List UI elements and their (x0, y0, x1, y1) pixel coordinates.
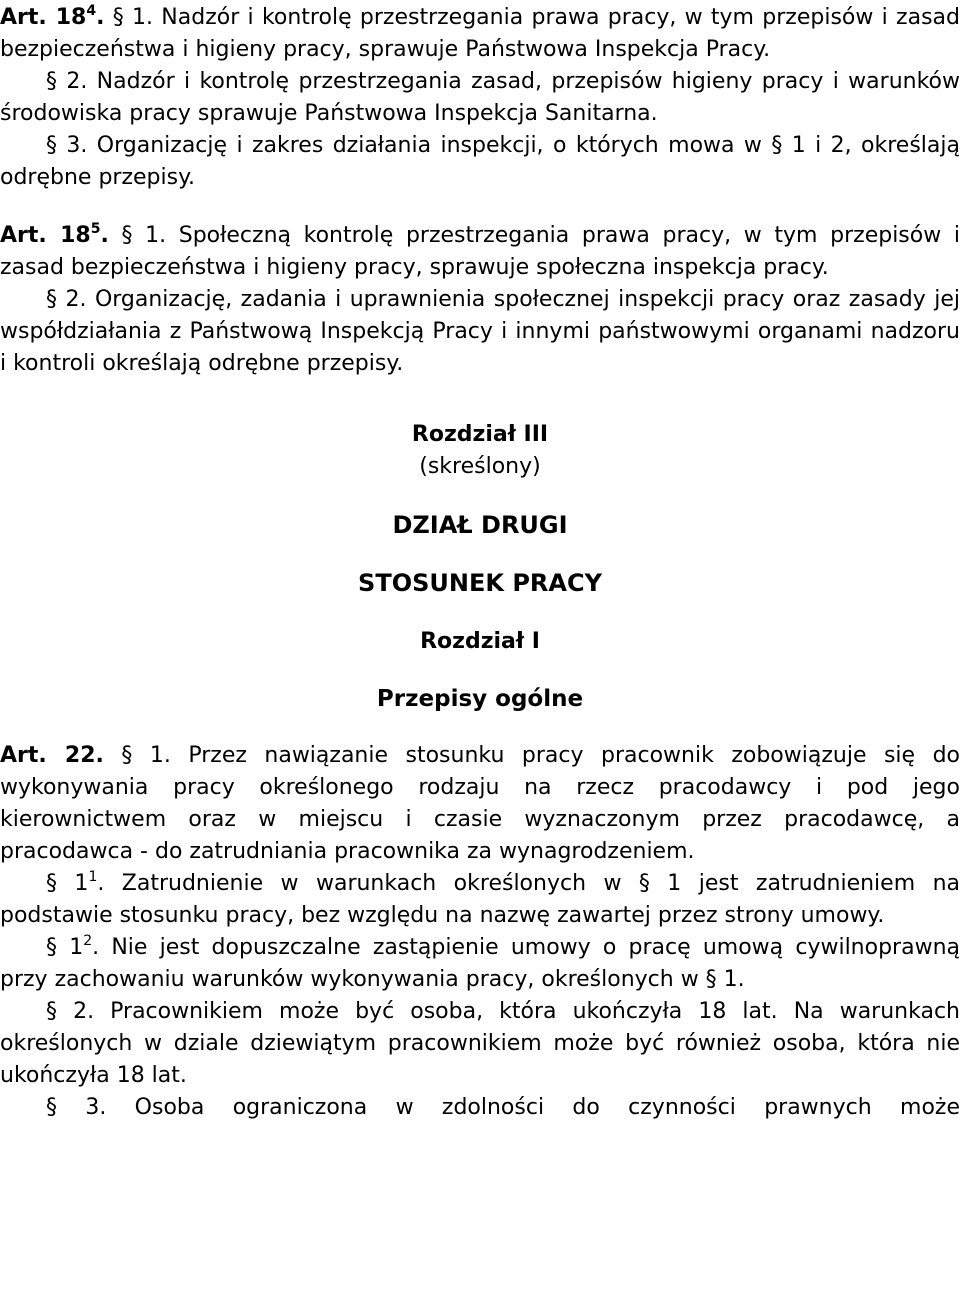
art-22-par-1-1: § $1^1$. Zatrudnienie w warunkach określonych w § 1 jest zatrudnieniem na podstawie stosunku pracy, bez względu na nazwę zawartej przez strony umowy. (0, 869, 960, 928)
art-18-4-par-3: § 3. Organizację i zakres działania inspekcji, o których mowa w § 1 i 2, określają odrębne przepisy. (0, 133, 960, 190)
art-18-5-par-1: Art. $18^5$. § 1. Społeczną kontrolę przestrzegania prawa pracy, w tym przepisów i zasad bezpieczeństwa i higieny pracy, sprawuje społeczna inspekcja pracy. (0, 221, 960, 280)
chapter-title: Przepisy ogólne (376, 686, 584, 712)
chapter-heading: Rozdział I (420, 629, 540, 654)
art-18-5-par-2: § 2. Organizację, zadania i uprawnienia społecznej inspekcji pracy oraz zasady jej współdziałania z Państwową Inspekcją Pracy i innymi państwowymi organami nadzoru i kontroli określają odrębne przepisy. (0, 287, 960, 376)
chapter-repealed-note: (skreślony) (419, 454, 541, 479)
part-heading: DZIAŁ DRUGI (392, 511, 568, 539)
art-22-par-1-2: § $1^2$. Nie jest dopuszczalne zastąpienie umowy o pracę umową cywilnoprawną przy zachowaniu warunków wykonywania pracy, określonych w § 1. (0, 933, 960, 992)
part-title: STOSUNEK PRACY (358, 569, 602, 597)
art-22-par-1: Art. 22. § 1. Przez nawiązanie stosunku pracy pracownik zobowiązuje się do wykonywania pracy określonego rodzaju na rzecz pracodawcy i pod jego kierownictwem oraz w miejscu i czasie wyznaczonym przez pracodawcę, a pracodawca - do zatrudniania pracownika za wynagrodzeniem. (0, 743, 960, 864)
article-number: Art. $18^5$. (0, 221, 109, 248)
art-22-par-3: § 3. Osoba ograniczona w zdolności do czynności prawnych może (46, 1095, 960, 1120)
article-number: Art. 22. (0, 743, 104, 768)
chapter-heading: Rozdział III (411, 422, 549, 447)
art-18-4-par-2: § 2. Nadzór i kontrolę przestrzegania zasad, przepisów higieny pracy i warunków środowiska pracy sprawuje Państwowa Inspekcja Sanitarna. (0, 69, 960, 126)
article-number: Art. $18^4$. (0, 3, 105, 30)
art-22-par-2: § 2. Pracownikiem może być osoba, która ukończyła 18 lat. Na warunkach określonych w dziale dziewiątym pracownikiem może być również osoba, która nie ukończyła 18 lat. (0, 999, 960, 1088)
art-18-4-par-1: Art. $18^4$. § 1. Nadzór i kontrolę przestrzegania prawa pracy, w tym przepisów i zasad bezpieczeństwa i higieny pracy, sprawuje Państwowa Inspekcja Pracy. (0, 3, 960, 62)
